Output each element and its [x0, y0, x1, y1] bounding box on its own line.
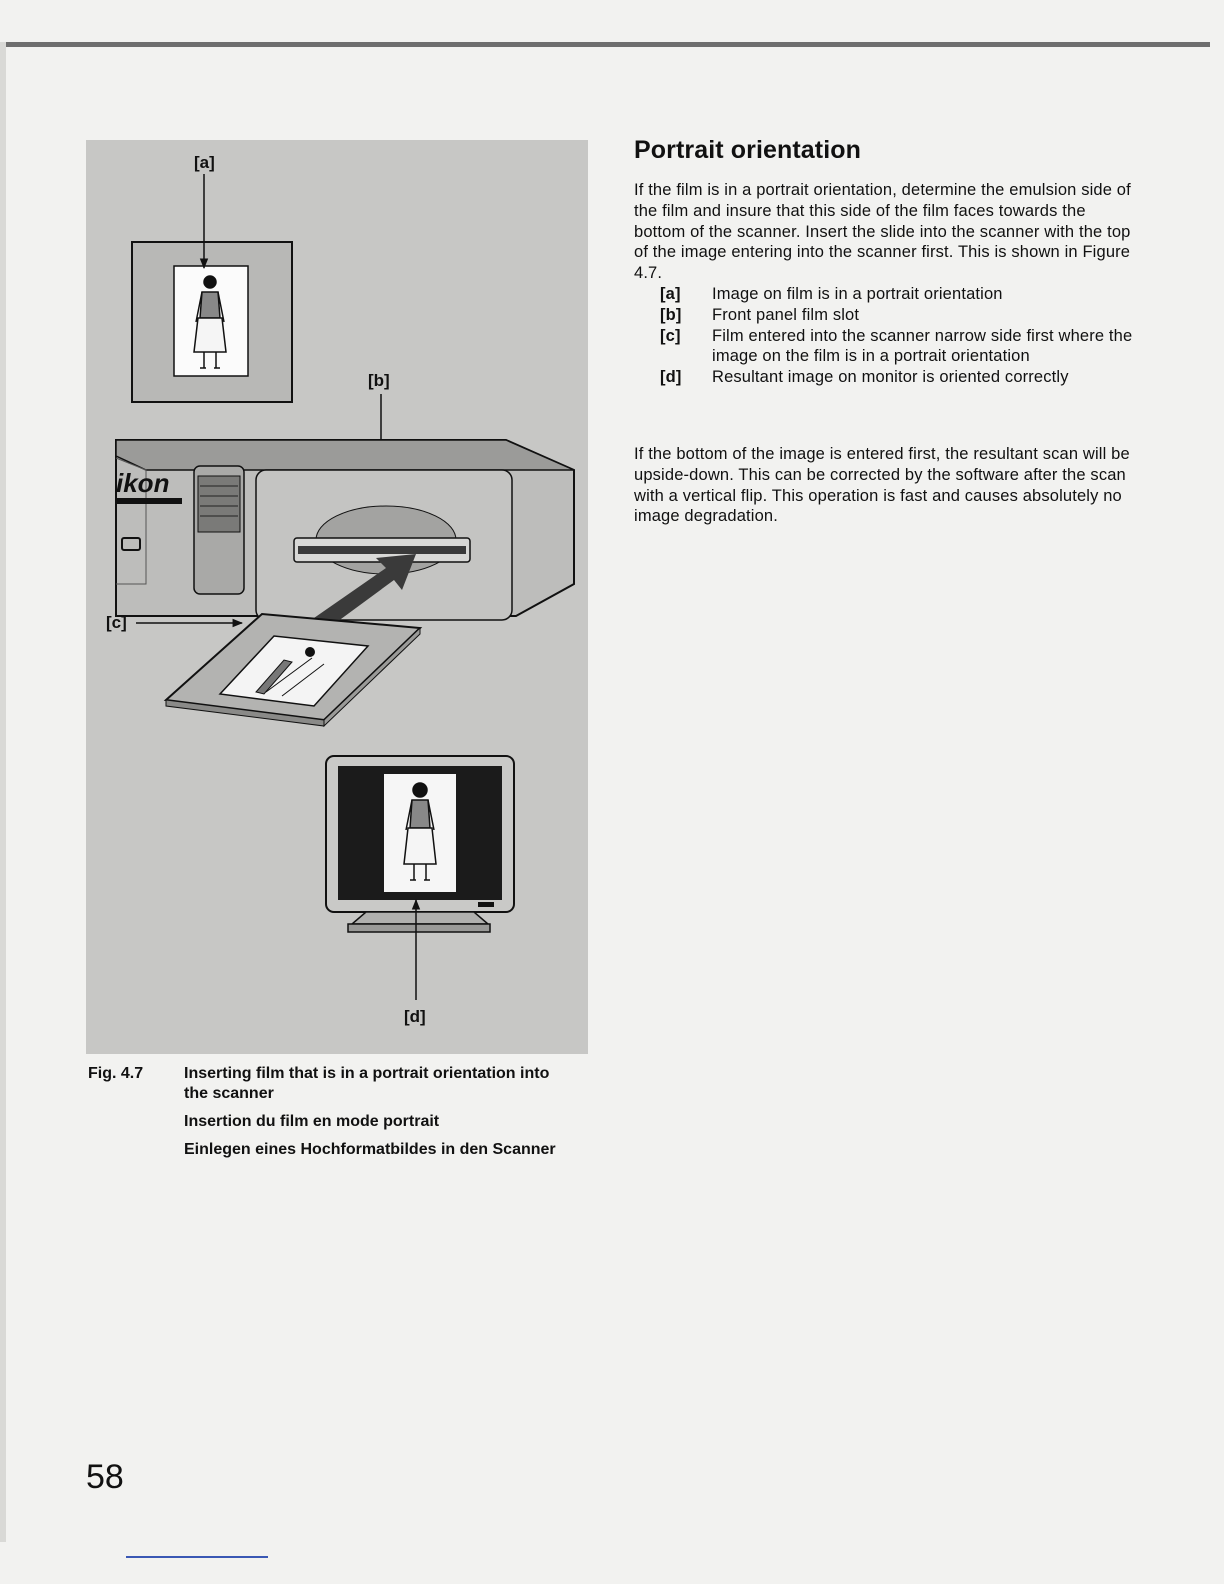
- legend-item-d: [660, 367, 1140, 388]
- legend-text: Film entered into the scanner narrow side first where the image on the film is in a portrait orientation: [712, 326, 1133, 366]
- legend-text: Resultant image on monitor is oriented correctly: [712, 368, 1069, 387]
- callout-d-label: [d]: [404, 1007, 426, 1026]
- film-slide-inserting: [166, 614, 420, 726]
- legend-item-a: [660, 284, 1140, 305]
- callout-legend-list: [660, 284, 1140, 388]
- scanner-insertion-diagram: [86, 140, 588, 1054]
- monitor: [326, 756, 514, 932]
- caption-french: Insertion du film en mode portrait: [184, 1113, 440, 1130]
- outro-paragraph: If the bottom of the image is entered first, the resultant scan will be upside-down. This can be corrected by the software after the scan with a vertical flip. This operation is fast and causes absolutely no image degradation.: [634, 445, 1130, 526]
- callout-c-label: [c]: [106, 613, 127, 632]
- legend-item-c: [660, 326, 1140, 368]
- callout-a-label: [a]: [194, 153, 215, 172]
- figure-4-7-illustration: [86, 140, 588, 1054]
- legend-key: [b]: [660, 305, 682, 324]
- legend-text: Image on film is in a portrait orientation: [712, 285, 1003, 303]
- legend-key: [c]: [660, 326, 681, 345]
- legend-text: Front panel film slot: [712, 305, 860, 324]
- scanner-brand-logo: ikon: [116, 468, 170, 498]
- intro-paragraph: If the film is in a portrait orientation, determine the emulsion side of the film and insure that this side of the film faces towards the bottom of the scanner. Insert the slide into the scanner with the top of the image entering into the scanner first. This is shown in Figure 4.7.: [634, 181, 1131, 283]
- bottom-accent-rule: [126, 1556, 268, 1558]
- scanner-unit: [116, 440, 574, 620]
- page-edge-shadow: [0, 42, 6, 1542]
- callout-b-label: [b]: [368, 371, 390, 390]
- figure-number: Fig. 4.7: [88, 1065, 144, 1082]
- film-slide-portrait: [132, 242, 292, 402]
- caption-english: Inserting film that is in a portrait orientation into the scanner: [184, 1065, 550, 1102]
- page-number: 58: [86, 1458, 124, 1496]
- legend-key: [a]: [660, 285, 681, 303]
- section-heading: Portrait orientation: [634, 136, 862, 164]
- legend-item-b: [660, 305, 1140, 326]
- caption-german: Einlegen eines Hochformatbildes in den Scanner: [184, 1141, 556, 1158]
- top-rule: [0, 42, 1210, 47]
- legend-key: [d]: [660, 368, 682, 387]
